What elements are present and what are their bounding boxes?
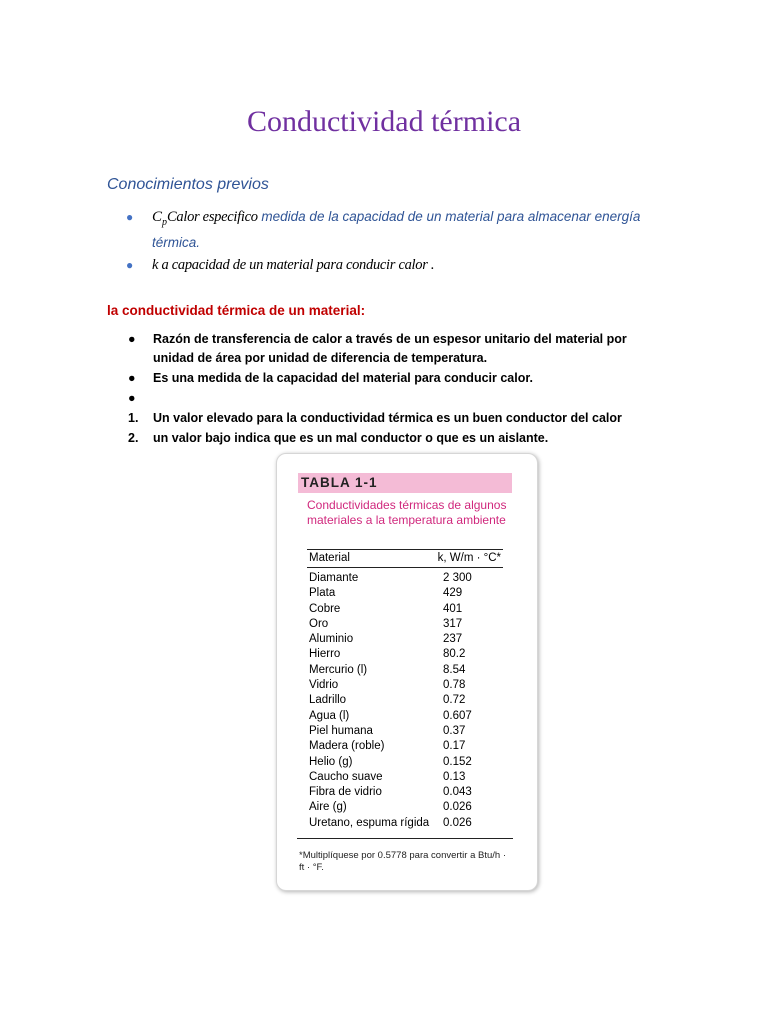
material-name: Oro [309,617,329,630]
section-heading: la conductividad térmica de un material: [107,303,366,318]
conductivity-value: 0.37 [443,724,466,737]
bullet-icon: ● [128,332,136,346]
conductivity-value: 0.152 [443,755,472,768]
table-footnote: *Multiplíquese por 0.5778 para convertir a Btu/h · ft · °F. [299,850,507,873]
table-row [307,739,503,754]
table-row [307,617,503,632]
term: Calor especifico [167,209,258,225]
list-item: ● Es una medida de la capacidad del material para conducir calor. [128,369,668,388]
conductivity-value: 8.54 [443,663,466,676]
conductivity-value: 0.026 [443,801,472,814]
material-name: Plata [309,587,336,600]
properties-list [128,330,668,449]
page-title: Conductividad térmica [246,105,522,138]
material-name: Caucho suave [309,770,383,783]
material-name: Mercurio (l) [309,663,368,676]
bullet-icon: ● [128,371,136,385]
bullet-icon: ● [128,391,136,405]
column-header-material: Material [309,552,350,564]
conductivity-value: 317 [443,617,463,630]
table-row [307,785,503,800]
list-item: ● $C_pCalor$ especifico medida de la capacidad de un material para almacenar energía térmica. [126,209,641,250]
conductivity-value: 0.026 [443,816,472,829]
table-row [307,663,503,678]
column-header-k: k, W/m · °C* [437,552,501,564]
table-row [307,678,503,693]
conductivity-value: 2 300 [443,572,472,584]
material-name: Aluminio [309,633,354,646]
material-name: Fibra de vidrio [309,786,382,799]
conductivity-value: 0.043 [443,786,472,799]
conductivity-value: 401 [443,602,463,615]
material-name: Hierro [309,648,341,661]
bullet-icon: ● [126,258,134,272]
definition: medida de la capacidad de un material para almacenar energía térmica [152,209,641,250]
material-name: Cobre [309,602,341,615]
material-name: Helio (g) [309,755,353,768]
table-label: TABLA 1-1 [298,473,512,493]
table-row [307,571,503,586]
conductivity-value: 0.78 [443,679,466,692]
section-subtitle: Conocimientos previos [107,176,269,193]
table-row [307,632,503,647]
conductivity-value: 429 [443,587,463,600]
conductivity-value: 80.2 [443,648,466,661]
material-name: Madera (roble) [309,740,385,753]
material-name: Vidrio [309,679,339,692]
list-item [128,389,668,408]
material-name: Diamante [309,572,359,584]
table-row [307,816,503,831]
material-name: Ladrillo [309,694,347,707]
table-row [307,755,503,770]
material-name: Agua (l) [309,709,350,722]
table-row [307,693,503,708]
table-header [307,549,503,568]
bullet-icon: ● [126,210,134,224]
table-divider [297,838,513,839]
list-item: 2. un valor bajo indica que es un mal conductor o que es un aislante. [128,431,549,445]
conductivity-value: 237 [443,633,463,646]
conductivity-value: 0.72 [443,694,466,707]
material-name: Aire (g) [309,801,347,814]
table-caption: Conductividades térmicas de algunos materiales a la temperatura ambiente [307,498,507,527]
table-row [307,602,503,617]
conductivity-value: 0.13 [443,770,466,783]
term: k a capacidad de un material para conducir calor [152,257,428,273]
table-row [307,586,503,601]
conductivity-value: 0.17 [443,740,466,753]
conductivity-table [276,453,538,891]
list-item: ● Razón de transferencia de calor a través de un espesor unitario del material por unidad de área por unidad de diferencia de temperatura. [128,332,627,365]
table-row [307,770,503,785]
table-body [307,571,503,831]
table-row [307,800,503,815]
material-name: Piel humana [309,724,373,737]
table-row [307,709,503,724]
prior-knowledge-list [126,207,666,277]
table-row [307,724,503,739]
list-item: 1. Un valor elevado para la conductividad térmica es un buen conductor del calor [128,411,622,425]
symbol: $C_p$ [152,209,168,228]
table-row [307,647,503,662]
list-item: ● k a capacidad de un material para conducir calor . [126,257,435,273]
conductivity-value: 0.607 [443,709,472,722]
material-name: Uretano, espuma rígida [309,816,430,829]
